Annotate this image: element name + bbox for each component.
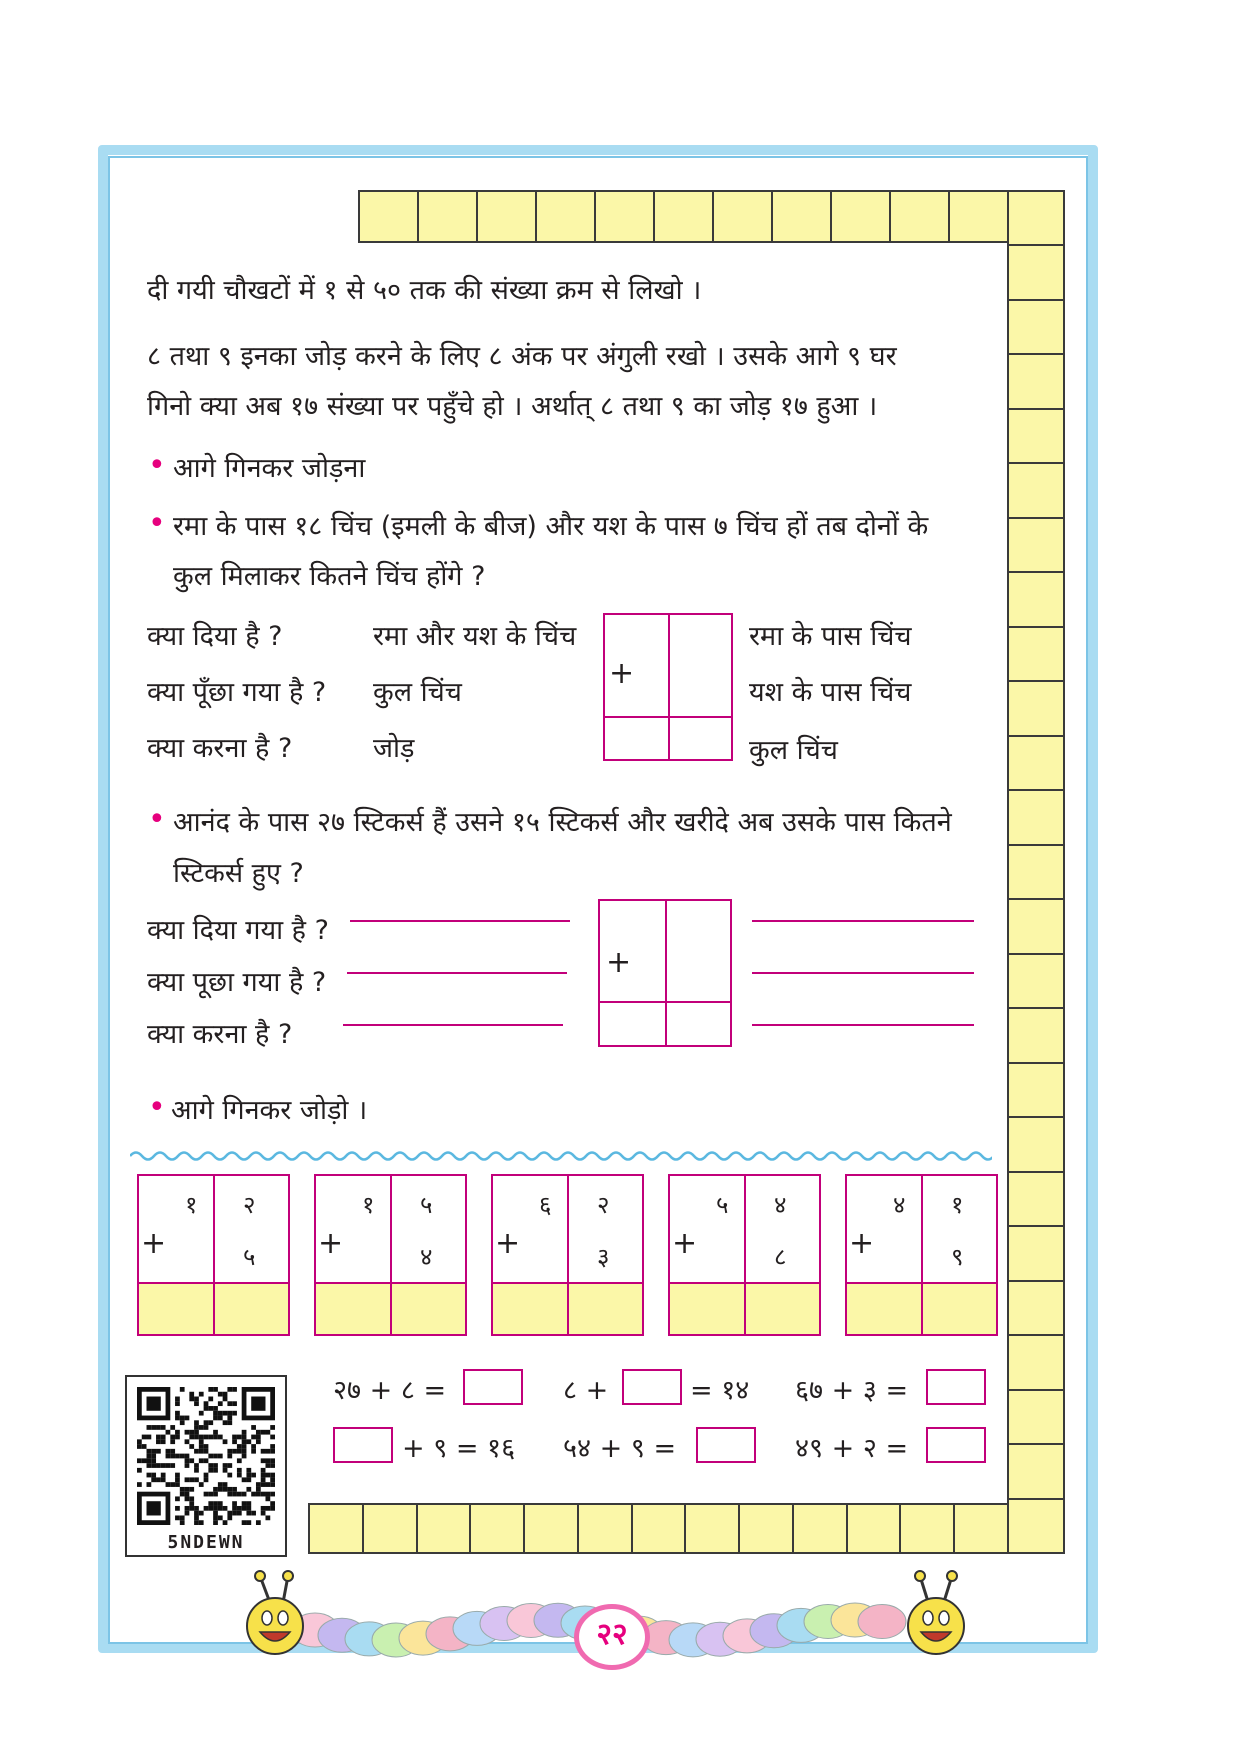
p2-question-asked: क्या पूछा गया है ? — [147, 967, 327, 998]
digit-top-ones: २ — [597, 1191, 610, 1219]
equation-1: २७ + ८ = — [333, 1375, 447, 1406]
digit-top-ones: ५ — [420, 1191, 433, 1219]
grid-cell[interactable] — [417, 190, 478, 243]
grid-cell[interactable] — [771, 190, 832, 243]
grid-cell[interactable] — [1007, 844, 1065, 900]
p1-box-divider — [668, 613, 670, 761]
digit-bottom-ones: ८ — [774, 1243, 787, 1271]
bullet-icon: • — [148, 506, 166, 541]
bullet-icon: • — [148, 448, 166, 483]
equation-5-answer-box[interactable] — [696, 1427, 756, 1463]
p2-answer-line-given[interactable] — [350, 920, 570, 922]
addition-box-divider — [744, 1176, 746, 1334]
p2-box-divider — [665, 899, 667, 1047]
digit-top-ones: ४ — [774, 1191, 787, 1219]
addition-box-divider — [921, 1176, 923, 1334]
grid-cell[interactable] — [1007, 1225, 1065, 1281]
digit-top-tens: १ — [185, 1191, 198, 1219]
grid-cell[interactable] — [1007, 1007, 1065, 1063]
problem1-line1: रमा के पास १८ चिंच (इमली के बीज) और यश के पास ७ चिंच हों तब दोनों के — [173, 511, 929, 542]
digit-top-ones: २ — [243, 1191, 256, 1219]
p2-right-line-2[interactable] — [752, 972, 974, 974]
qr-label: 5NDEWN — [167, 1532, 245, 1553]
addition-box-divider — [213, 1176, 215, 1334]
p2-question-todo: क्या करना है ? — [147, 1019, 293, 1050]
equation-2-right: = १४ — [690, 1375, 750, 1406]
problem2-line1: आनंद के पास २७ स्टिकर्स हैं उसने १५ स्टिकर्स और खरीदे अब उसके पास कितने — [173, 807, 952, 838]
grid-cell[interactable] — [1007, 1389, 1065, 1445]
p2-answer-line-asked[interactable] — [347, 972, 567, 974]
grid-cell[interactable] — [1007, 735, 1065, 791]
grid-cell[interactable] — [653, 190, 714, 243]
grid-cell[interactable] — [1007, 1334, 1065, 1390]
bullet-icon: • — [148, 1090, 166, 1125]
bullet-icon: • — [148, 802, 166, 837]
grid-cell[interactable] — [1007, 190, 1065, 246]
grid-cell[interactable] — [1007, 1498, 1065, 1554]
addition-box — [845, 1174, 998, 1336]
grid-cell[interactable] — [792, 1503, 848, 1554]
addition-box — [668, 1174, 821, 1336]
p1-answer-todo: जोड़ — [373, 733, 415, 764]
digit-top-tens: ६ — [539, 1191, 552, 1219]
grid-cell[interactable] — [846, 1503, 902, 1554]
problem1-line2: कुल मिलाकर कितने चिंच होंगे ? — [173, 561, 486, 592]
equation-6: ४९ + २ = — [795, 1433, 909, 1464]
p1-question-asked: क्या पूँछा गया है ? — [147, 677, 327, 708]
grid-cell[interactable] — [358, 190, 419, 243]
explain-line-1: ८ तथा ९ इनका जोड़ करने के लिए ८ अंक पर अंगुली रखो । उसके आगे ९ घर — [147, 341, 897, 372]
p2-right-line-1[interactable] — [752, 920, 974, 922]
equation-2-left: ८ + — [563, 1375, 609, 1406]
grid-cell[interactable] — [1007, 626, 1065, 682]
digit-top-tens: १ — [362, 1191, 375, 1219]
grid-cell[interactable] — [738, 1503, 794, 1554]
heading-count-add-2: आगे गिनकर जोड़ो । — [171, 1095, 368, 1126]
grid-cell[interactable] — [712, 190, 773, 243]
digit-bottom-ones: ५ — [243, 1243, 256, 1271]
grid-cell[interactable] — [594, 190, 655, 243]
grid-cell[interactable] — [416, 1503, 472, 1554]
grid-cell[interactable] — [1007, 953, 1065, 1009]
p1-question-given: क्या दिया है ? — [147, 621, 283, 652]
addition-box-divider — [390, 1176, 392, 1334]
addition-box — [314, 1174, 467, 1336]
addition-box-divider — [567, 1176, 569, 1334]
equation-2-answer-box[interactable] — [622, 1369, 682, 1405]
grid-cell[interactable] — [362, 1503, 418, 1554]
p1-right-label-2: यश के पास चिंच — [749, 677, 912, 708]
equation-3: ६७ + ३ = — [795, 1375, 909, 1406]
grid-cell[interactable] — [1007, 1280, 1065, 1336]
page-number: २२ — [574, 1604, 650, 1670]
p2-answer-line-todo[interactable] — [343, 1024, 563, 1026]
qr-code-icon — [137, 1387, 275, 1525]
plus-sign: + — [141, 1226, 167, 1261]
p1-answer-asked: कुल चिंच — [373, 677, 462, 708]
grid-cell[interactable] — [1007, 1062, 1065, 1118]
digit-top-tens: ४ — [893, 1191, 906, 1219]
grid-cell[interactable] — [1007, 408, 1065, 464]
digit-bottom-ones: ३ — [597, 1243, 610, 1271]
grid-cell[interactable] — [631, 1503, 687, 1554]
qr-code[interactable] — [125, 1375, 287, 1557]
grid-cell[interactable] — [953, 1503, 1009, 1554]
grid-cell[interactable] — [535, 190, 596, 243]
grid-cell[interactable] — [899, 1503, 955, 1554]
equation-5: ५४ + ९ = — [563, 1433, 677, 1464]
plus-sign: + — [849, 1226, 875, 1261]
grid-cell[interactable] — [1007, 789, 1065, 845]
grid-cell[interactable] — [308, 1503, 364, 1554]
equation-4: + ९ = १६ — [402, 1433, 516, 1464]
addition-box — [137, 1174, 290, 1336]
plus-sign: + — [672, 1226, 698, 1261]
equation-1-answer-box[interactable] — [463, 1369, 523, 1405]
grid-cell[interactable] — [1007, 517, 1065, 573]
p1-question-todo: क्या करना है ? — [147, 733, 293, 764]
grid-cell[interactable] — [889, 190, 950, 243]
grid-cell[interactable] — [1007, 1116, 1065, 1172]
grid-cell[interactable] — [577, 1503, 633, 1554]
problem2-line2: स्टिकर्स हुए ? — [173, 858, 304, 889]
p1-box-sumline — [603, 716, 733, 718]
explain-line-2: गिनो क्या अब १७ संख्या पर पहुँचे हो । अर्थात् ८ तथा ९ का जोड़ १७ हुआ । — [147, 391, 878, 422]
plus-sign: + — [318, 1226, 344, 1261]
grid-cell[interactable] — [523, 1503, 579, 1554]
grid-cell[interactable] — [1007, 680, 1065, 736]
p1-answer-given: रमा और यश के चिंच — [373, 621, 577, 652]
heading-count-add: आगे गिनकर जोड़ना — [173, 453, 366, 484]
grid-cell[interactable] — [476, 190, 537, 243]
grid-cell[interactable] — [1007, 898, 1065, 954]
grid-cell[interactable] — [1007, 571, 1065, 627]
plus-sign: + — [609, 656, 635, 691]
p2-box-sumline — [598, 1001, 732, 1003]
instruction-text: दी गयी चौखटों में १ से ५० तक की संख्या क्रम से लिखो । — [147, 275, 702, 306]
equation-3-answer-box[interactable] — [926, 1369, 986, 1405]
addition-box — [491, 1174, 644, 1336]
grid-cell[interactable] — [948, 190, 1009, 243]
p2-question-given: क्या दिया गया है ? — [147, 915, 329, 946]
plus-sign: + — [495, 1226, 521, 1261]
equation-6-answer-box[interactable] — [926, 1427, 986, 1463]
digit-top-ones: १ — [951, 1191, 964, 1219]
equation-4-answer-box[interactable] — [333, 1427, 393, 1463]
digit-bottom-ones: ९ — [951, 1243, 964, 1271]
plus-sign: + — [606, 945, 632, 980]
digit-top-tens: ५ — [716, 1191, 729, 1219]
grid-cell[interactable] — [830, 190, 891, 243]
p1-right-label-3: कुल चिंच — [749, 735, 838, 766]
wavy-divider — [130, 1148, 992, 1164]
grid-cell[interactable] — [1007, 1171, 1065, 1227]
grid-cell[interactable] — [1007, 244, 1065, 300]
grid-cell[interactable] — [1007, 353, 1065, 409]
grid-cell[interactable] — [1007, 462, 1065, 518]
p1-right-label-1: रमा के पास चिंच — [749, 621, 912, 652]
grid-cell[interactable] — [1007, 1443, 1065, 1499]
grid-cell[interactable] — [1007, 299, 1065, 355]
grid-cell[interactable] — [469, 1503, 525, 1554]
p2-right-line-3[interactable] — [752, 1024, 974, 1026]
digit-bottom-ones: ४ — [420, 1243, 433, 1271]
grid-cell[interactable] — [684, 1503, 740, 1554]
